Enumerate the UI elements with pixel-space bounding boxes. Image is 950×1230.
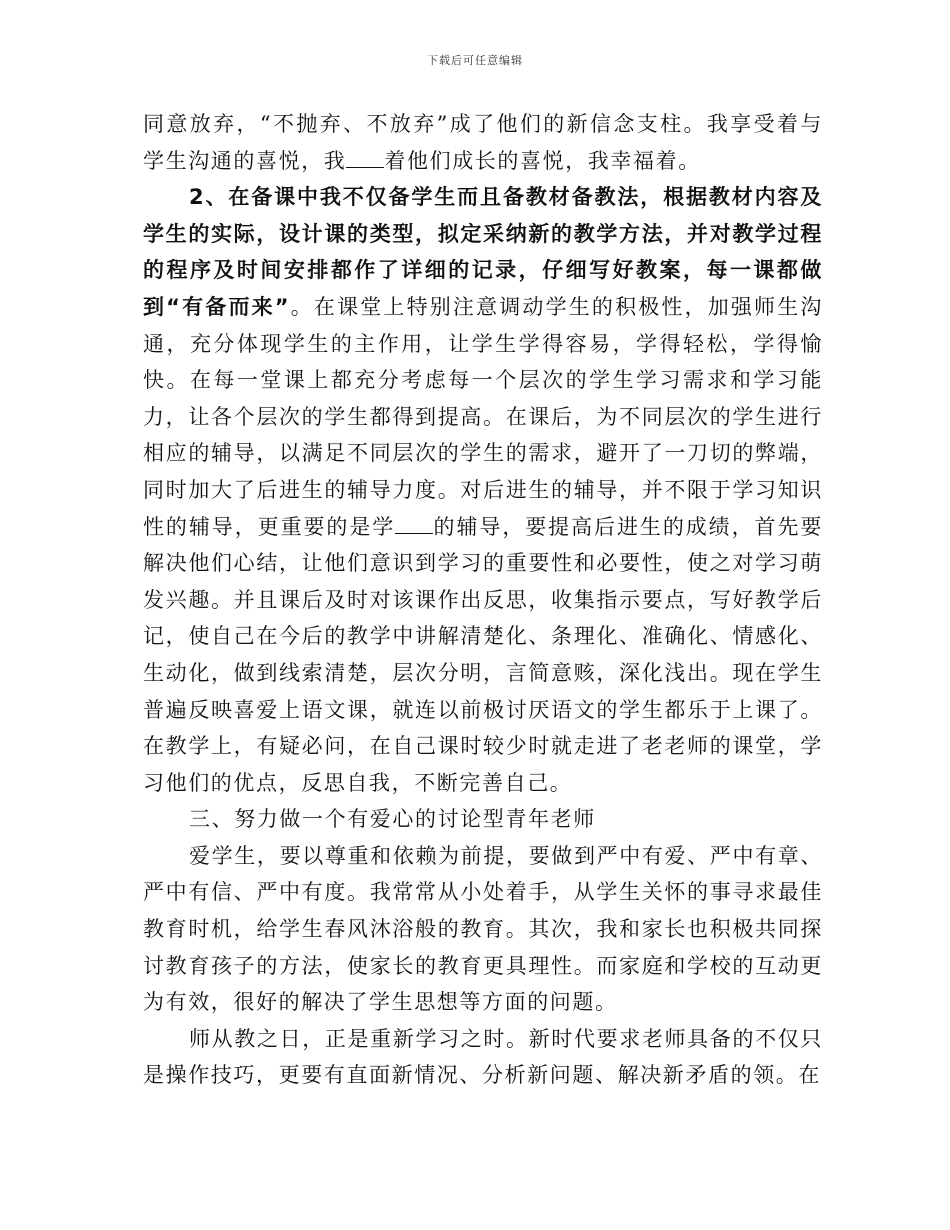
text-segment: 的辅导，要提高后进生的成绩，首先要解决他们心结，让他们意识到学习的重要性和必要性，使之对学习萌发兴趣。并且课后及时对该课作出反思，收集指示要点，写好教学后记，使自己在今后的教学中讲解清楚化、条理化、准确化、情感化、生动化，做到线索清楚，层次分明，言简意赅，深化浅出。现在学生普遍反映喜爱上语文课，就连以前极讨厌语文的学生都乐于上课了。在教学上，有疑必问，在自己课时较少时就走进了老老师的课堂，学习他们的优点，反思自我，不断完善自己。 bbox=[143, 514, 823, 795]
paragraph-p2 bbox=[143, 179, 823, 801]
fill-blank bbox=[346, 166, 384, 168]
document-body bbox=[143, 106, 823, 1094]
paragraph-p4 bbox=[143, 838, 823, 1021]
paragraph-p1 bbox=[143, 106, 823, 179]
text-segment: 。在课堂上特别注意调动学生的积极性，加强师生沟通，充分体现学生的主作用，让学生学得容易，学得轻松，学得愉快。在每一堂课上都充分考虑每一个层次的学生学习需求和学习能力，让各个层次的学生都得到提高。在课后，为不同层次的学生进行相应的辅导，以满足不同层次的学生的需求，避开了一刀切的弊端，同时加大了后进生的辅导力度。对后进生的辅导，并不限于学习知识性的辅导，更重要的是学 bbox=[143, 294, 823, 539]
bold-text-segment: 2、在备课中我不仅备学生而且备教材备教法，根据教材内容及学生的实际，设计课的类型，拟定采纳新的教学方法，并对教学过程的程序及时间安排都作了详细的记录，仔细写好教案，每一课都做到“有备而来” bbox=[143, 185, 823, 319]
text-segment: 师从教之日，正是重新学习之时。新时代要求老师具备的不仅只是操作技巧，更要有直面新情况、分析新问题、解决新矛盾的领。在 bbox=[143, 1026, 823, 1088]
paragraph-p3 bbox=[143, 801, 823, 838]
text-segment: 同意放弃，“不抛弃、不放弃”成了他们的新信念支柱。我享受着与学生沟通的喜悦，我 bbox=[143, 112, 823, 173]
fill-blank bbox=[395, 532, 433, 534]
page-header: 下载后可任意编辑 bbox=[427, 54, 523, 67]
text-segment: 爱学生，要以尊重和依赖为前提，要做到严中有爱、严中有章、严中有信、严中有度。我常常从小处着手，从学生关怀的事寻求最佳教育时机，给学生春风沐浴般的教育。其次，我和家长也积极共同探讨教育孩子的方法，使家长的教育更具理性。而家庭和学校的互动更为有效，很好的解决了学生思想等方面的问题。 bbox=[143, 843, 823, 1015]
text-segment: 三、努力做一个有爱心的讨论型青年老师 bbox=[189, 807, 596, 832]
paragraph-p5 bbox=[143, 1021, 823, 1094]
text-segment: 着他们成长的喜悦，我幸福着。 bbox=[384, 148, 701, 173]
